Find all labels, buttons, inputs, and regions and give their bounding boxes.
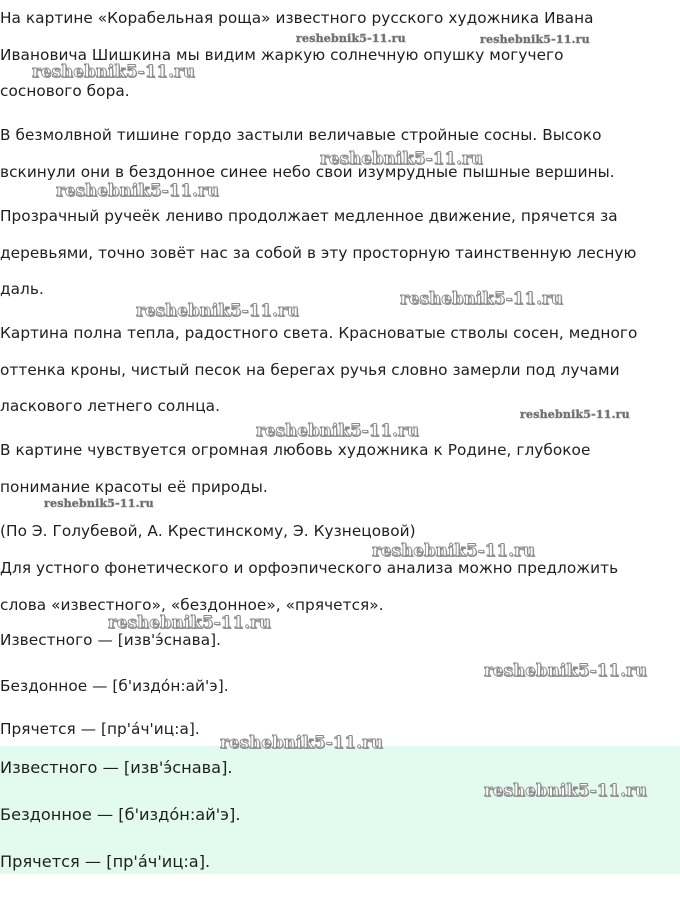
text-line: Для устного фонетического и орфоэпического анализа можно предложить [0,559,619,577]
highlighted-transcription-line: Прячется — [пр'а́ч'иц:а]. [0,852,211,871]
watermark: reshebnik5-11.ru [44,497,154,510]
source-citation: (По Э. Голубевой, А. Крестинскому, Э. Кузнецовой) [0,522,416,540]
watermark: reshebnik5-11.ru [400,289,564,308]
text-line: ласкового летнего солнца. [0,397,221,415]
watermark: reshebnik5-11.ru [320,149,484,168]
text-line: понимание красоты её природы. [0,478,268,496]
transcription-line: Прячется — [пр'а́ч'иц:а]. [0,720,200,738]
text-line: Ивановича Шишкина мы видим жаркую солнечную опушку могучего [0,46,564,64]
text-line: даль. [0,280,44,298]
text-line: В безмолвной тишине гордо застыли величавые стройные сосны. Высоко [0,126,602,144]
watermark: reshebnik5-11.ru [108,613,272,632]
text-line: соснового бора. [0,82,130,100]
text-line: Картина полна тепла, радостного света. Красноватые стволы сосен, медного [0,324,638,342]
transcription-line: Бездонное — [б'издóн:ай'э]. [0,677,229,695]
text-line: В картине чувствуется огромная любовь художника к Родине, глубокое [0,441,591,459]
text-line: оттенка кроны, чистый песок на берегах ручья словно замерли под лучами [0,361,620,379]
watermark: reshebnik5-11.ru [372,541,536,560]
text-line: вскинули они в бездонное синее небо свои изумрудные пышные вершины. [0,163,615,181]
highlighted-transcription-line: Известного — [изв'э́снава]. [0,758,233,777]
watermark: reshebnik5-11.ru [136,301,300,320]
watermark: reshebnik5-11.ru [484,781,648,800]
watermark: reshebnik5-11.ru [32,62,196,81]
transcription-line: Известного — [изв'э́снава]. [0,631,222,649]
watermark: reshebnik5-11.ru [220,733,384,752]
watermark: reshebnik5-11.ru [480,33,590,46]
text-line: слова «известного», «бездонное», «прячется». [0,596,384,614]
highlighted-transcription-line: Бездонное — [б'издóн:ай'э]. [0,805,241,824]
text-line: На картине «Корабельная роща» известного русского художника Ивана [0,9,594,27]
watermark: reshebnik5-11.ru [296,32,406,45]
watermark: reshebnik5-11.ru [56,181,220,200]
watermark: reshebnik5-11.ru [256,421,420,440]
text-line: Прозрачный ручеёк лениво продолжает медленное движение, прячется за [0,207,618,225]
watermark: reshebnik5-11.ru [520,408,630,421]
text-line: деревьями, точно зовёт нас за собой в эту просторную таинственную лесную [0,244,637,262]
watermark: reshebnik5-11.ru [484,661,648,680]
